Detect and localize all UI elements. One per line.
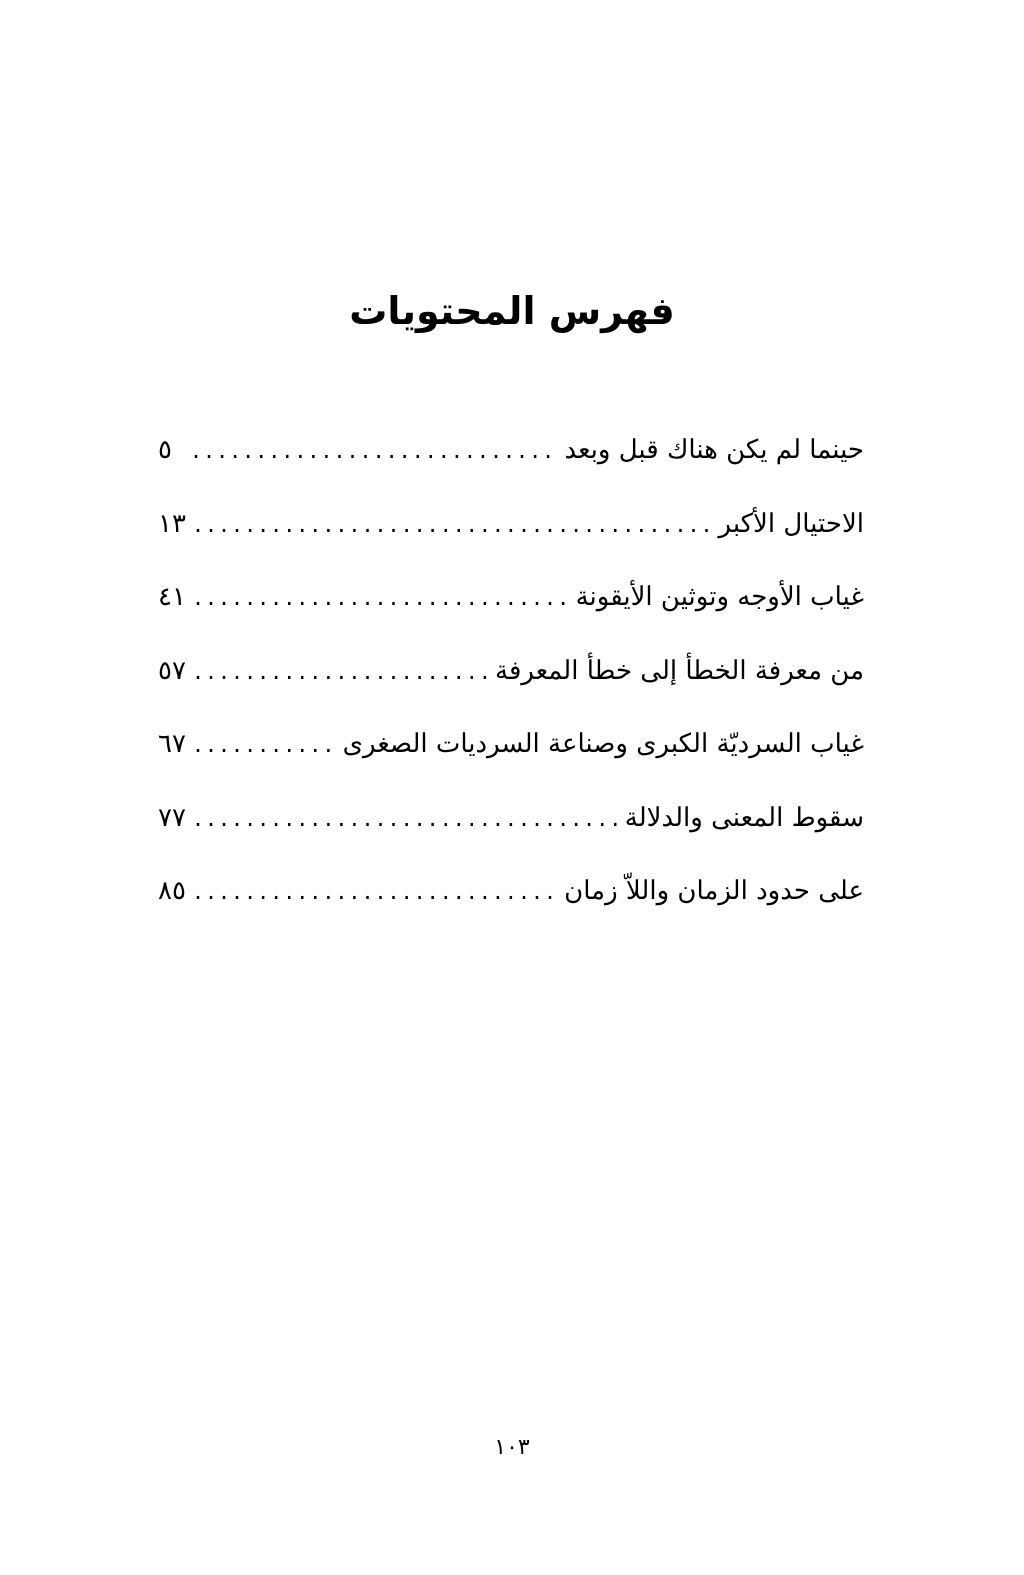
dot-leader <box>192 573 570 623</box>
toc-entry-title: من معرفة الخطأ إلى خطأ المعرفة <box>495 655 864 686</box>
toc-entry-title: غياب السرديّة الكبرى وصناعة السرديات الصغرى <box>342 729 864 759</box>
toc-entry-page: ٥ <box>158 435 172 465</box>
toc-entry <box>158 719 864 793</box>
page-number: ١٠٣ <box>494 1435 530 1460</box>
page-title: فهرس المحتويات <box>349 289 675 334</box>
dot-leader <box>192 500 713 550</box>
toc-entry-page: ٥٧ <box>158 655 186 686</box>
toc-entry-title: حينما لم يكن هناك قبل وبعد <box>564 435 864 465</box>
toc-entry <box>158 793 864 867</box>
toc-entry-page: ٤١ <box>158 582 186 612</box>
dot-leader <box>192 794 619 844</box>
toc-entry-page: ٧٧ <box>158 802 186 833</box>
toc-entry-title: غياب الأوجه وتوثين الأيقونة <box>575 582 864 612</box>
toc-entry-title: سقوط المعنى والدلالة <box>624 802 864 833</box>
toc-entry <box>158 572 864 646</box>
dot-leader <box>192 720 337 770</box>
dot-leader <box>190 426 558 476</box>
dot-leader <box>192 867 558 917</box>
toc-entry <box>158 499 864 573</box>
table-of-contents <box>158 425 864 940</box>
toc-entry <box>158 646 864 720</box>
toc-entry-page: ١٣ <box>158 508 186 539</box>
toc-entry <box>158 425 864 499</box>
toc-entry-title: الاحتيال الأكبر <box>718 508 864 539</box>
toc-entry-title: على حدود الزمان واللاّ زمان <box>564 876 864 906</box>
toc-entry-page: ٦٧ <box>158 729 186 759</box>
dot-leader <box>192 647 489 697</box>
toc-entry-page: ٨٥ <box>158 876 186 906</box>
toc-entry <box>158 866 864 940</box>
